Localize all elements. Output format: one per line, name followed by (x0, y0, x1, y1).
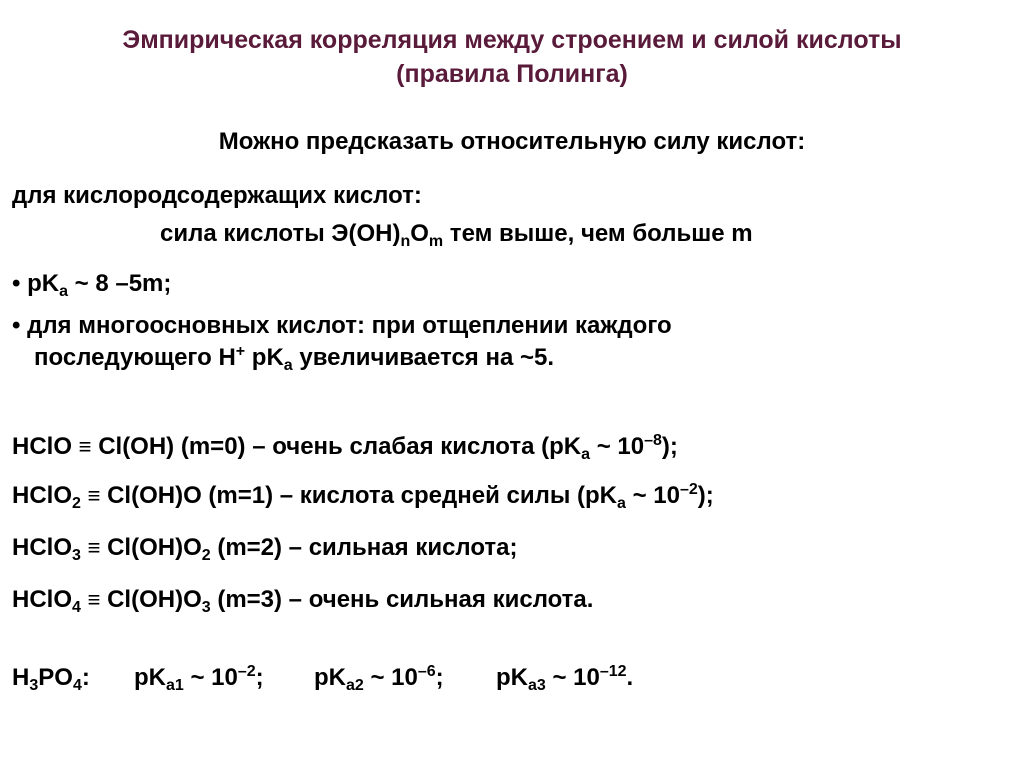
slide-title-line1: Эмпирическая корреляция между строением и силой кислоты (122, 26, 902, 54)
bullet-pka-rule: • $pK_a$ ~ 8 –5m; (12, 270, 172, 300)
phosphoric-formula: $H_3PO_4$: (12, 664, 90, 694)
intro-text: Можно предсказать относительную силу кислот: (218, 128, 806, 155)
oxyacids-heading: для кислородсодержащих кислот: (12, 182, 422, 209)
phosphoric-pka1: $pK_{a1}$ ~ $10^{-2}$; (134, 663, 264, 694)
example-hclo2: HClO$_2$ ≡ Cl(OH)O (m=1) – кислота средней силы ($pK_a$ ~ $10^{-2}$); (12, 481, 714, 512)
equivalence-symbol: ≡ (87, 483, 101, 508)
bullet-polybasic-line1: • для многоосновных кислот: при отщеплении каждого (12, 312, 672, 339)
equivalence-symbol: ≡ (78, 434, 92, 459)
phosphoric-pka3: $pK_{a3}$ ~ $10^{-12}$. (496, 663, 634, 694)
example-hclo3: HClO$_3$ ≡ $Cl(OH)O_2$ (m=2) – сильная кислота; (12, 534, 518, 564)
oxyacid-rule: сила кислоты $Э(OH)_nO_m$ тем выше, чем больше m (160, 220, 753, 250)
slide-title-line2: (правила Полинга) (396, 60, 628, 88)
bullet-polybasic-line2: последующего H+ $pK_a$ увеличивается на ~5. (34, 343, 555, 374)
phosphoric-pka2: $pK_{a2}$ ~ $10^{-6}$; (314, 663, 444, 694)
example-hclo: HClO ≡ Cl(OH) (m=0) – очень слабая кислота ($pK_a$ ~ $10^{-8}$); (12, 432, 678, 463)
equivalence-symbol: ≡ (87, 535, 101, 560)
equivalence-symbol: ≡ (87, 587, 101, 612)
example-hclo4: HClO$_4$ ≡ $Cl(OH)O_3$ (m=3) – очень сильная кислота. (12, 586, 594, 616)
bullet-mark: • (12, 270, 21, 297)
bullet-mark: • (12, 312, 21, 339)
